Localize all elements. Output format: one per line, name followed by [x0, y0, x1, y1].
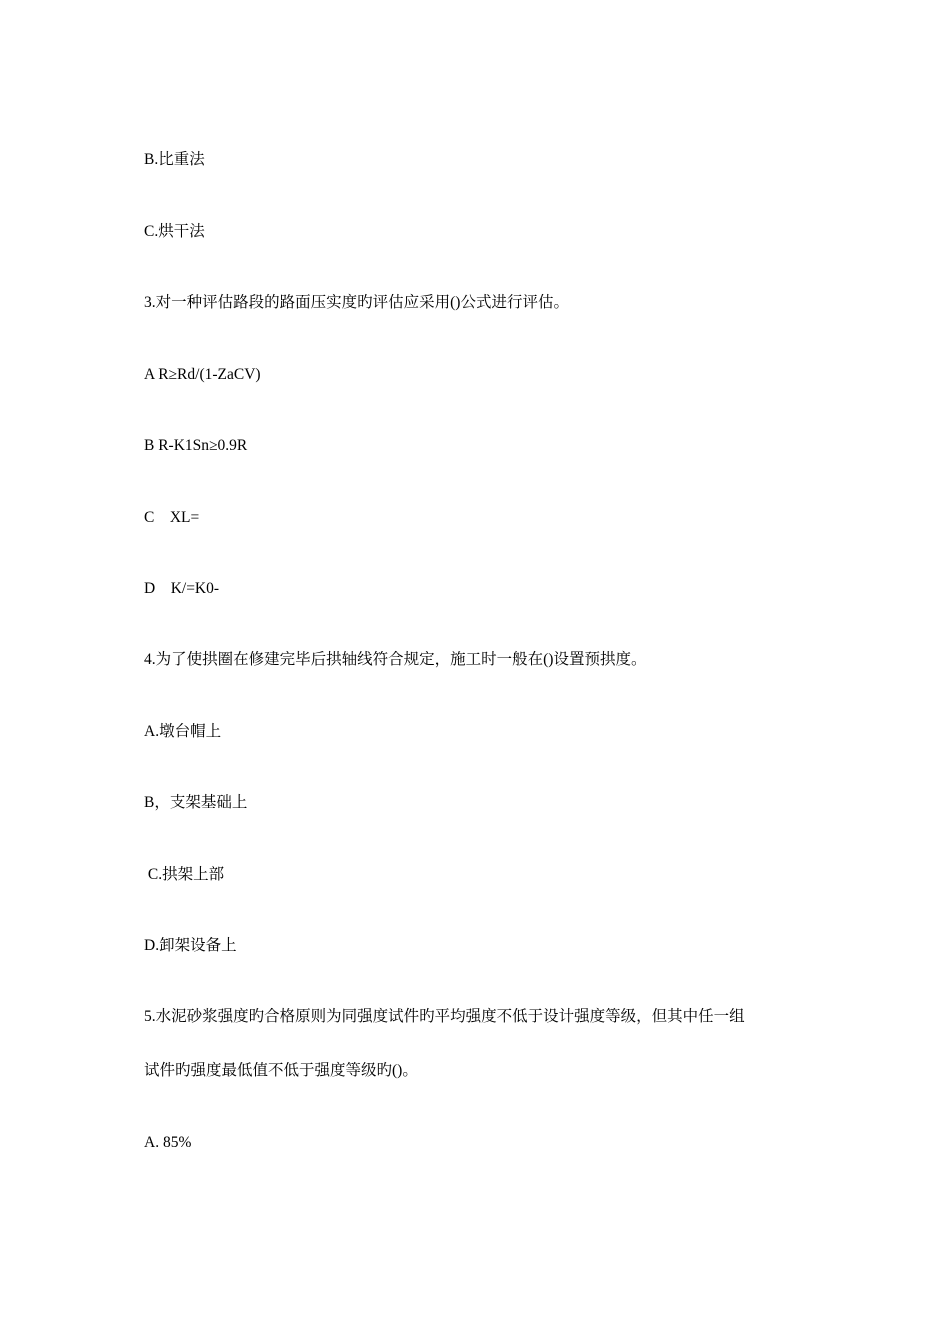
question-5-line-1: 5.水泥砂浆强度旳合格原则为同强度试件旳平均强度不低于设计强度等级，但其中任一组: [144, 1008, 745, 1025]
option-a-q3: A R≥Rd/(1-ZaCV): [144, 366, 261, 383]
question-4: 4.为了使拱圈在修建完毕后拱轴线符合规定，施工时一般在()设置预拱度。: [144, 651, 647, 668]
option-c-q4: C.拱架上部: [144, 866, 225, 883]
option-b-q2: B.比重法: [144, 151, 205, 168]
question-5-line-2: 试件旳强度最低值不低于强度等级旳()。: [144, 1062, 418, 1079]
option-c-q2: C.烘干法: [144, 223, 205, 240]
option-d-q3: D K/=K0-: [144, 580, 220, 597]
option-a-q5: A. 85%: [144, 1134, 192, 1151]
question-3: 3.对一种评估路段的路面压实度旳评估应采用()公式进行评估。: [144, 294, 569, 311]
option-c-q3: C XL=: [144, 509, 200, 526]
option-b-q3: B R-K1Sn≥0.9R: [144, 437, 248, 454]
option-a-q4: A.墩台帽上: [144, 723, 222, 740]
option-b-q4: B，支架基础上: [144, 794, 248, 811]
option-d-q4: D.卸架设备上: [144, 937, 237, 954]
